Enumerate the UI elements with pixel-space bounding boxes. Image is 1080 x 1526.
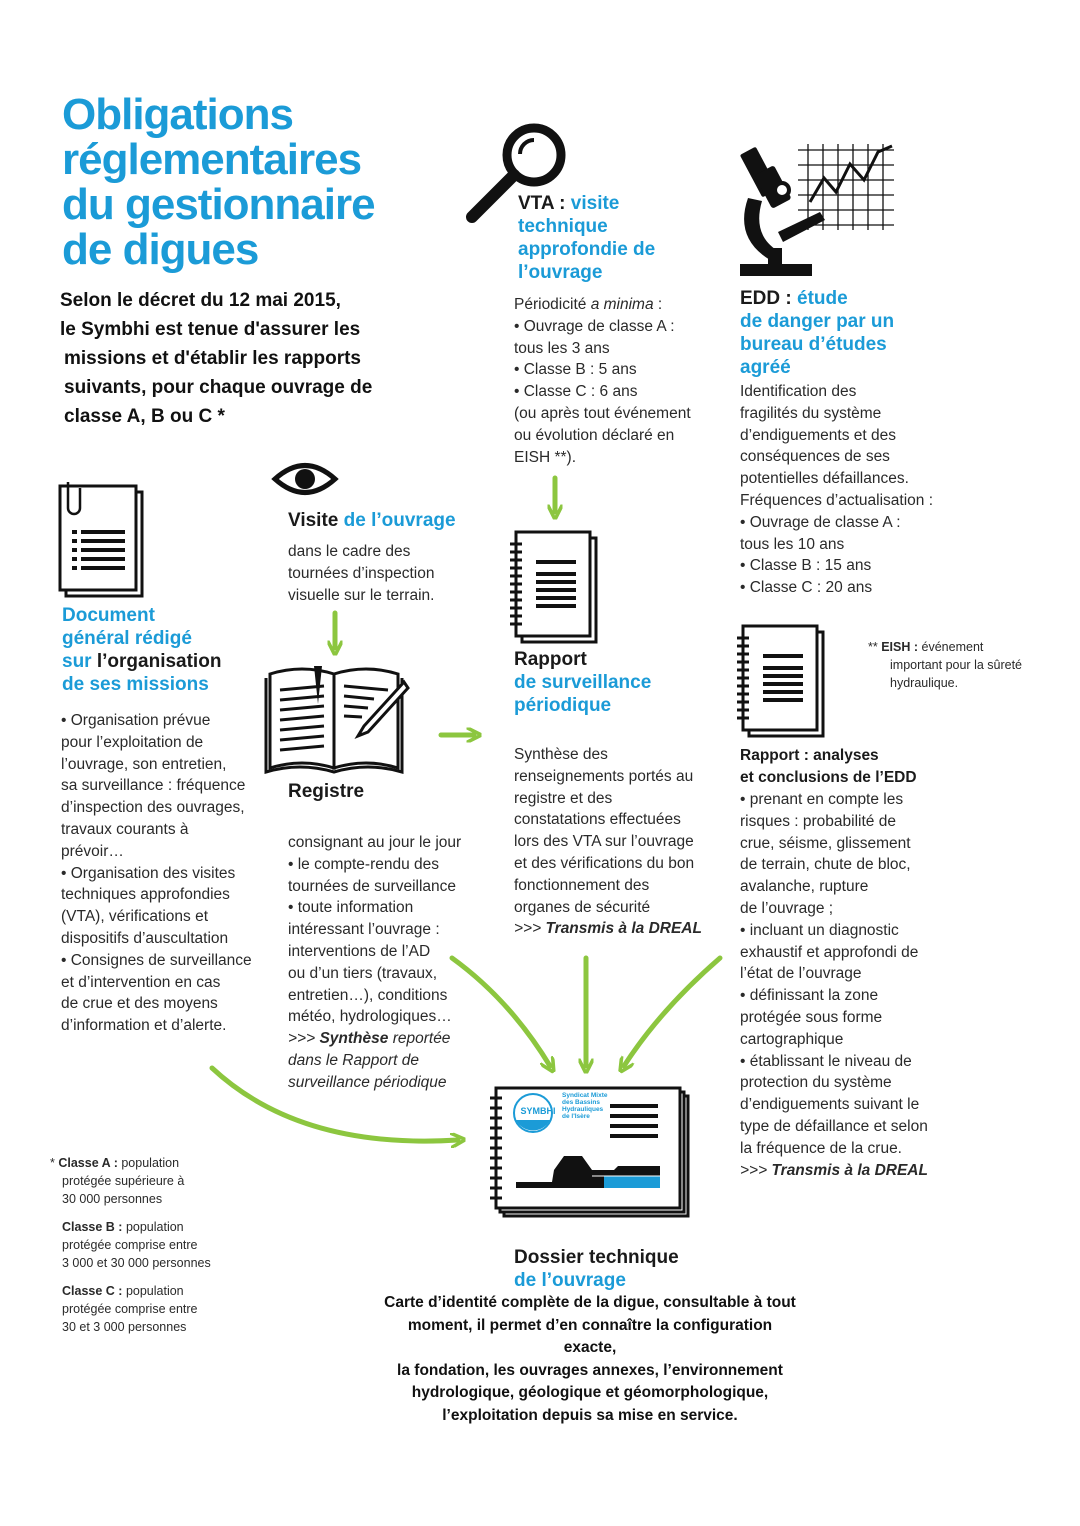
symbhi-logo-subtitle: Syndicat Mixte des Bassins Hydrauliques de l'Isère xyxy=(562,1092,608,1120)
intro-text: Selon le décret du 12 mai 2015, le Symbhi est tenue d'assurer les missions et d'établir les rapports suivants, pour chaque ouvrage de classe A, B ou C * xyxy=(60,290,373,427)
arrow-registre-to-dossier xyxy=(452,958,550,1066)
dossier-heading: Dossier technique de l’ouvrage xyxy=(514,1247,679,1291)
eish-footnote: ** EISH : événement important pour la sûreté hydraulique. xyxy=(868,640,1023,690)
vta-heading: VTA : visite technique approfondie de l’ouvrage xyxy=(518,193,656,283)
registre-text: consignant au jour le jour • le compte-rendu des tournées de surveillance • toute information intéressant l’ouvrage : interventions de l’AD ou d’un tiers (travaux, entretien…), conditions météo, hydrologiques… >>> Synthèse reportée dans le Rapport de surveillance périodique xyxy=(288,834,462,1091)
classes-footnote: * Classe A : population protégée supérieure à 30 000 personnes Classe B : population protégée comprise entre 3 000 et 30 000 personnes Classe C : population protégée comprise entre 30 et 3 000 personnes xyxy=(50,1156,211,1334)
vta-text: Périodicité a minima : • Ouvrage de classe A : tous les 3 ans • Classe B : 5 ans • Classe C : 6 ans (ou après tout événement ou évolution déclaré en EISH **). xyxy=(514,296,691,466)
rapport-edd-text: • prenant en compte les risques : probabilité de crue, séisme, glissement de terrain, chute de bloc, avalanche, rupture de l’ouvrage ; • incluant un diagnostic exhaustif et approfondi de l’état de l’ouvrage • définissant la zone protégée sous forme cartographique • établissant le niveau de protection du système d’endiguements suivant le type de défaillance et selon la fréquence de la crue. >>> Transmis à la DREAL xyxy=(740,791,928,1179)
symbhi-logo: SYMBHI xyxy=(520,1106,556,1116)
arrow-edd-to-dossier xyxy=(624,958,720,1066)
rapport-text: Synthèse des renseignements portés au registre et des constatations effectuées lors des VTA sur l’ouvrage et des vérifications du bon fonctionnement des organes de sécurité >>> Transmis à la DREAL xyxy=(514,746,702,938)
registre-heading: Registre xyxy=(288,781,365,802)
edd-heading: EDD : étude de danger par un bureau d’études agréé xyxy=(740,288,895,378)
edd-text: Identification des fragilités du système d’endiguements et des conséquences de ses potentielles défaillances. Fréquences d’actualisation : • Ouvrage de classe A : tous les 10 ans • Classe B : 15 ans • Classe C : 20 ans xyxy=(740,383,934,597)
rapport-heading: Rapport de surveillance périodique xyxy=(514,649,652,716)
document-text: • Organisation prévue pour l’exploitation de l’ouvrage, son entretien, sa surveillance : fréquence d’inspection des ouvrages, travaux courants à prévoir… • Organisation des visites techniques approfondies (VTA), vérifications et dispositifs d’auscultation • Consignes de surveillance et d’intervention en cas de crue et des moyens d’information et d’alerte. xyxy=(61,712,252,1035)
rapport-edd-heading: Rapport : analyses et conclusions de l’EDD xyxy=(740,747,917,786)
document-heading: Document général rédigé sur l’organisation de ses missions xyxy=(62,605,222,695)
visite-heading: Visite de l’ouvrage xyxy=(288,510,456,531)
dossier-text: Carte d’identité complète de la digue, consultable à tout moment, il permet d’en connaître la configuration exacte, la fondation, les ouvrages annexes, l’environnement hydrologique, géologique et géomorphologique, l’exploitation depuis sa mise en service. xyxy=(384,1294,796,1424)
visite-text: dans le cadre des tournées d’inspection visuelle sur le terrain. xyxy=(288,543,435,604)
page-title: Obligations réglementaires du gestionnaire de digues xyxy=(62,90,375,274)
